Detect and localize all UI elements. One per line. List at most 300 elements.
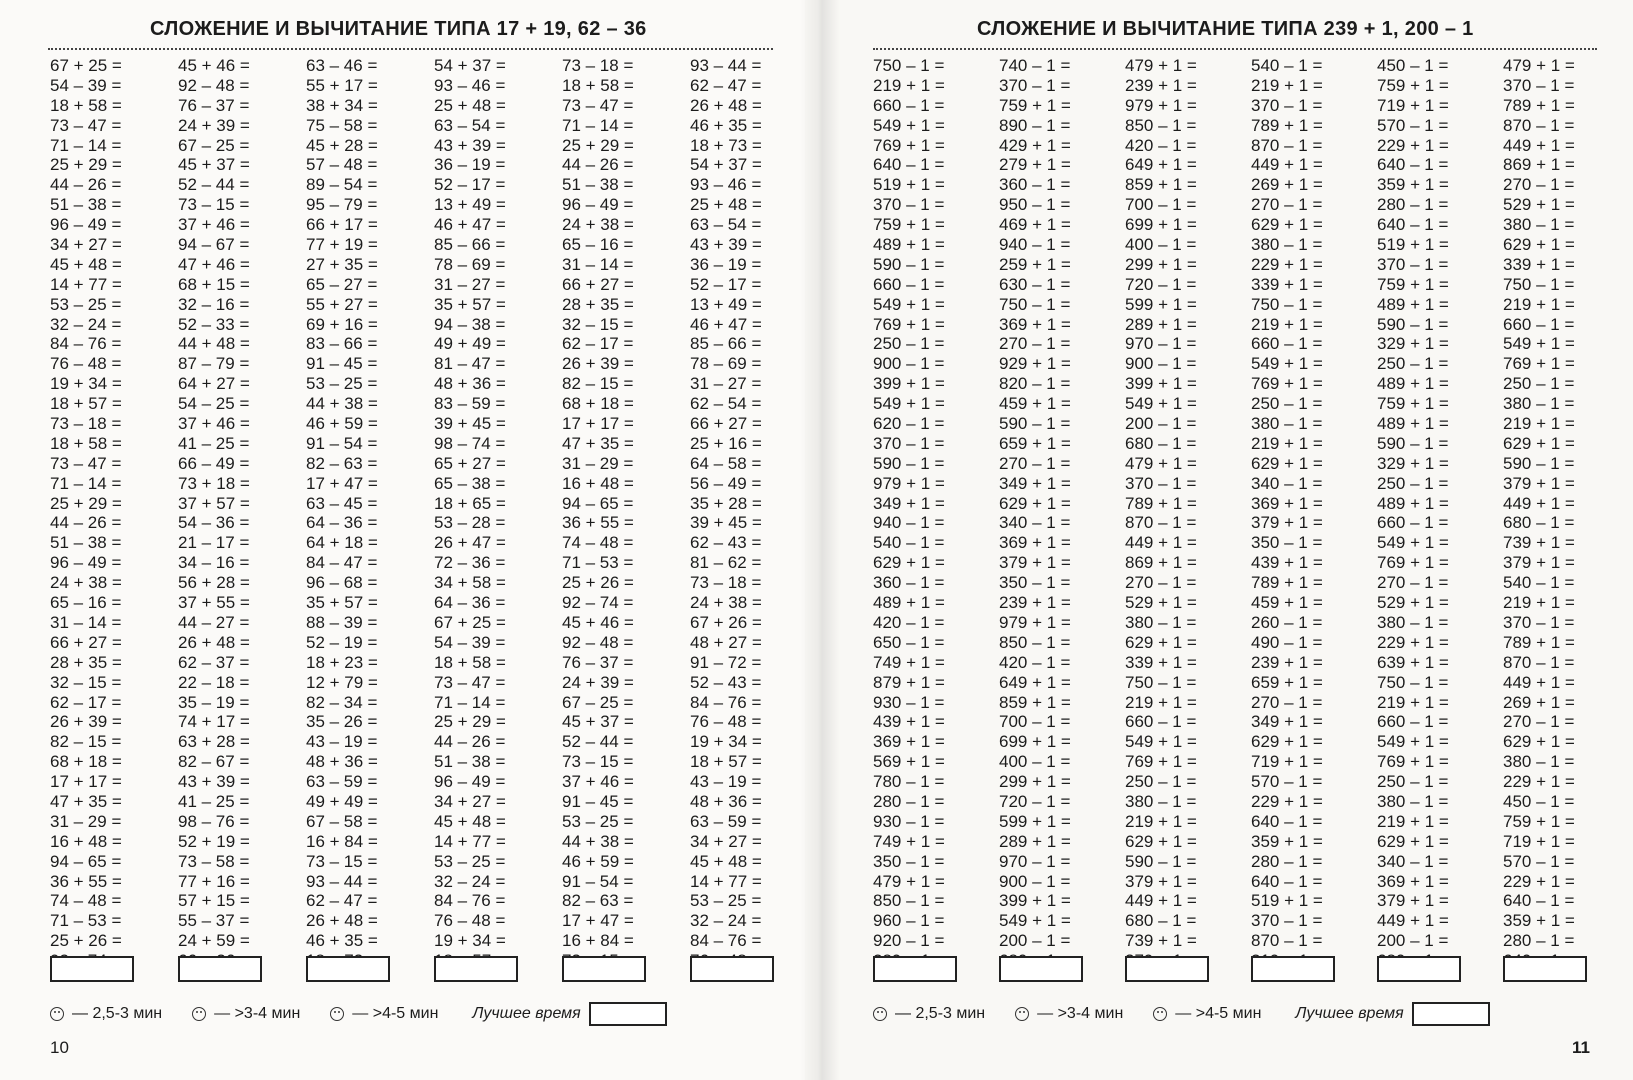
exercise: 570 – 1 =: [1377, 115, 1449, 135]
exercise: 84 – 76 =: [690, 692, 762, 712]
exercise: 870 – 1 =: [1503, 115, 1575, 135]
exercise: 660 – 1 =: [1251, 334, 1323, 354]
legend-item: — >4-5 мин: [1153, 1005, 1261, 1023]
exercise: 18 + 58 =: [50, 95, 122, 115]
exercise-column: [50, 56, 178, 971]
exercise: 52 – 43 =: [690, 672, 762, 692]
exercise: 960 – 1 =: [873, 911, 945, 931]
exercise: 380 – 1 =: [1377, 791, 1449, 811]
exercise: 489 + 1 =: [1377, 493, 1449, 513]
exercise: 73 – 47 =: [434, 672, 506, 692]
exercise: 269 + 1 =: [1251, 175, 1323, 195]
exercise: 640 – 1 =: [1377, 215, 1449, 235]
exercise: 24 + 59 =: [178, 931, 250, 951]
exercise: 37 + 57 =: [178, 493, 250, 513]
exercise: 71 – 53 =: [50, 911, 122, 931]
exercise: 78 – 69 =: [690, 354, 762, 374]
exercise: 229 + 1 =: [1251, 254, 1323, 274]
exercise: 339 + 1 =: [1503, 254, 1575, 274]
exercise: 84 – 76 =: [434, 891, 506, 911]
legend-item: — 2,5-3 мин: [873, 1005, 985, 1023]
exercise: 92 – 74 =: [562, 593, 634, 613]
exercise: 96 – 68 =: [306, 573, 378, 593]
left-page: [0, 0, 805, 1080]
time-answer-box[interactable]: [999, 956, 1083, 982]
exercise: 12 + 79 =: [306, 672, 378, 692]
exercise: 399 + 1 =: [873, 374, 945, 394]
exercise: 81 – 62 =: [690, 553, 762, 573]
exercise: 680 – 1 =: [1503, 513, 1575, 533]
exercise: 73 – 18 =: [50, 414, 122, 434]
exercise: 549 + 1 =: [1251, 354, 1323, 374]
exercise: 380 – 1 =: [1377, 612, 1449, 632]
exercise: 17 + 47 =: [306, 473, 378, 493]
exercise: 51 – 38 =: [50, 533, 122, 553]
exercise: 280 – 1 =: [873, 791, 945, 811]
exercise: 52 – 44 =: [178, 175, 250, 195]
exercise: 78 – 69 =: [434, 254, 506, 274]
exercise: 94 – 67 =: [178, 235, 250, 255]
exercise: 43 + 39 =: [178, 772, 250, 792]
time-answer-box[interactable]: [306, 956, 390, 982]
exercise: 590 – 1 =: [873, 254, 945, 274]
exercise: 350 – 1 =: [1251, 533, 1323, 553]
exercise: 37 + 55 =: [178, 593, 250, 613]
exercise: 28 + 35 =: [50, 652, 122, 672]
exercise: 44 – 26 =: [50, 175, 122, 195]
exercise: 63 – 54 =: [690, 215, 762, 235]
exercise: 329 + 1 =: [1377, 334, 1449, 354]
exercise: 71 – 14 =: [50, 135, 122, 155]
exercise: 96 – 49 =: [562, 195, 634, 215]
exercise: 380 – 1 =: [1503, 215, 1575, 235]
exercise: 44 – 26 =: [50, 513, 122, 533]
dotted-divider: [873, 48, 1597, 50]
exercise: 529 + 1 =: [1377, 593, 1449, 613]
exercise: 73 – 18 =: [562, 56, 634, 75]
exercise: 789 + 1 =: [1251, 573, 1323, 593]
exercise: 859 + 1 =: [999, 692, 1071, 712]
exercise: 789 + 1 =: [1125, 493, 1197, 513]
exercise: 620 – 1 =: [873, 414, 945, 434]
exercise: 76 – 37 =: [562, 652, 634, 672]
exercise: 459 + 1 =: [999, 394, 1071, 414]
exercise: 82 – 63 =: [562, 891, 634, 911]
exercise: 94 – 65 =: [50, 851, 122, 871]
time-answer-box[interactable]: [1251, 956, 1335, 982]
exercise: 41 – 25 =: [178, 433, 250, 453]
exercise: 630 – 1 =: [999, 274, 1071, 294]
exercise: 930 – 1 =: [873, 692, 945, 712]
exercise: 25 + 29 =: [50, 155, 122, 175]
exercise: 16 + 48 =: [50, 831, 122, 851]
exercise: 54 + 37 =: [690, 155, 762, 175]
exercise: 660 – 1 =: [873, 274, 945, 294]
exercise: 91 – 72 =: [690, 652, 762, 672]
exercise: 219 + 1 =: [1125, 811, 1197, 831]
exercise: 769 + 1 =: [1377, 752, 1449, 772]
exercise: 18 + 57 =: [690, 752, 762, 772]
exercise: 31 – 27 =: [690, 374, 762, 394]
exercise: 31 – 14 =: [50, 612, 122, 632]
exercise: 200 – 1 =: [1377, 931, 1449, 951]
exercise: 96 – 49 =: [50, 553, 122, 573]
exercise: 73 – 15 =: [178, 195, 250, 215]
exercise: 549 + 1 =: [1125, 394, 1197, 414]
exercise: 459 + 1 =: [1251, 593, 1323, 613]
exercise: 49 + 49 =: [434, 334, 506, 354]
time-answer-box[interactable]: [1377, 956, 1461, 982]
exercise: 54 – 25 =: [178, 394, 250, 414]
answer-time-boxes: [50, 956, 818, 982]
exercise: 379 + 1 =: [1377, 891, 1449, 911]
exercise: 76 – 48 =: [434, 911, 506, 931]
exercise: 51 – 38 =: [562, 175, 634, 195]
exercise: 369 + 1 =: [999, 533, 1071, 553]
exercise: 55 + 17 =: [306, 75, 378, 95]
exercise: 19 + 34 =: [690, 732, 762, 752]
exercise: 270 – 1 =: [1503, 712, 1575, 732]
exercise: 34 + 27 =: [690, 831, 762, 851]
exercise: 769 + 1 =: [873, 135, 945, 155]
exercise: 69 + 16 =: [306, 314, 378, 334]
exercise: 750 – 1 =: [873, 56, 945, 75]
exercise: 21 – 17 =: [178, 533, 250, 553]
exercise: 95 – 79 =: [306, 195, 378, 215]
exercise: 45 + 28 =: [306, 135, 378, 155]
happy-face-icon: [50, 1007, 64, 1021]
exercise: 76 – 37 =: [178, 95, 250, 115]
exercise: 67 + 26 =: [690, 612, 762, 632]
exercise: 39 + 45 =: [690, 513, 762, 533]
exercise: 789 + 1 =: [1503, 95, 1575, 115]
exercise: 54 – 36 =: [178, 513, 250, 533]
exercise: 519 + 1 =: [1377, 235, 1449, 255]
exercise: 25 + 29 =: [434, 712, 506, 732]
exercise-column: [690, 56, 818, 971]
exercise: 35 – 19 =: [178, 692, 250, 712]
exercise: 83 – 59 =: [434, 394, 506, 414]
exercise: 65 – 16 =: [50, 593, 122, 613]
exercise: 399 + 1 =: [999, 891, 1071, 911]
time-answer-box[interactable]: [1125, 956, 1209, 982]
exercise: 46 + 35 =: [690, 115, 762, 135]
exercise: 14 + 77 =: [434, 831, 506, 851]
neutral-face-icon: [1015, 1007, 1029, 1021]
exercise: 479 + 1 =: [873, 871, 945, 891]
exercise: 77 + 19 =: [306, 235, 378, 255]
exercise: 18 + 58 =: [50, 433, 122, 453]
exercise: 19 + 34 =: [50, 374, 122, 394]
exercise: 739 + 1 =: [1125, 931, 1197, 951]
exercise: 399 + 1 =: [1125, 374, 1197, 394]
exercise-column: [1251, 56, 1377, 971]
exercise: 66 + 27 =: [690, 414, 762, 434]
exercise: 52 – 19 =: [306, 632, 378, 652]
exercise: 629 + 1 =: [1503, 433, 1575, 453]
exercise: 239 + 1 =: [999, 593, 1071, 613]
exercise: 870 – 1 =: [1125, 513, 1197, 533]
page-number: 10: [50, 1038, 69, 1057]
time-answer-box[interactable]: [873, 956, 957, 982]
exercise: 700 – 1 =: [999, 712, 1071, 732]
exercise: 65 – 38 =: [434, 473, 506, 493]
exercise: 229 + 1 =: [1377, 632, 1449, 652]
exercise: 82 – 67 =: [178, 752, 250, 772]
exercise: 52 + 19 =: [178, 831, 250, 851]
exercise: 450 – 1 =: [1503, 791, 1575, 811]
exercise: 769 + 1 =: [1503, 354, 1575, 374]
exercise: 380 – 1 =: [1503, 752, 1575, 772]
exercise: 649 + 1 =: [999, 672, 1071, 692]
exercise: 769 + 1 =: [1377, 553, 1449, 573]
exercise: 380 – 1 =: [1125, 612, 1197, 632]
exercise: 449 + 1 =: [1377, 911, 1449, 931]
exercise: 62 – 17 =: [50, 692, 122, 712]
exercise: 370 – 1 =: [1251, 95, 1323, 115]
exercise: 54 – 39 =: [50, 75, 122, 95]
exercise: 31 – 29 =: [562, 453, 634, 473]
exercise: 43 – 19 =: [306, 732, 378, 752]
exercise: 24 + 38 =: [690, 593, 762, 613]
exercise: 870 – 1 =: [1503, 652, 1575, 672]
exercise: 46 + 59 =: [562, 851, 634, 871]
exercise: 93 – 44 =: [690, 56, 762, 75]
exercise: 28 + 35 =: [562, 294, 634, 314]
exercise: 850 – 1 =: [1125, 115, 1197, 135]
exercise: 82 – 15 =: [50, 732, 122, 752]
exercise: 750 – 1 =: [999, 294, 1071, 314]
exercise: 71 – 14 =: [50, 473, 122, 493]
exercise-column: [999, 56, 1125, 971]
exercise: 250 – 1 =: [1251, 394, 1323, 414]
exercise: 280 – 1 =: [1503, 931, 1575, 951]
exercise: 53 – 25 =: [562, 811, 634, 831]
exercise: 519 + 1 =: [873, 175, 945, 195]
exercise: 73 – 18 =: [690, 573, 762, 593]
exercise: 91 – 54 =: [306, 433, 378, 453]
exercise-column: [1503, 56, 1629, 971]
best-time-box[interactable]: [589, 1002, 667, 1026]
exercise: 629 + 1 =: [1125, 831, 1197, 851]
exercise: 740 – 1 =: [999, 56, 1071, 75]
exercise: 62 – 47 =: [306, 891, 378, 911]
exercise: 94 – 38 =: [434, 314, 506, 334]
exercise: 660 – 1 =: [1377, 513, 1449, 533]
exercise: 19 + 34 =: [434, 931, 506, 951]
exercise: 549 + 1 =: [999, 911, 1071, 931]
exercise: 65 – 27 =: [306, 274, 378, 294]
exercise: 25 + 26 =: [562, 573, 634, 593]
exercise: 57 + 15 =: [178, 891, 250, 911]
best-time-box[interactable]: [1412, 1002, 1490, 1026]
exercise: 200 – 1 =: [1125, 414, 1197, 434]
exercise: 379 + 1 =: [1503, 553, 1575, 573]
exercise: 340 – 1 =: [999, 513, 1071, 533]
exercise: 250 – 1 =: [1377, 354, 1449, 374]
exercise: 219 + 1 =: [1251, 433, 1323, 453]
exercise: 73 – 58 =: [178, 851, 250, 871]
exercise: 98 – 76 =: [178, 811, 250, 831]
exercise: 43 – 19 =: [690, 772, 762, 792]
exercise: 680 – 1 =: [1125, 911, 1197, 931]
exercise: 329 + 1 =: [1377, 453, 1449, 473]
exercise: 970 – 1 =: [999, 851, 1071, 871]
exercise: 680 – 1 =: [1125, 433, 1197, 453]
exercise: 660 – 1 =: [1503, 314, 1575, 334]
exercise: 64 – 36 =: [306, 513, 378, 533]
exercise: 32 – 24 =: [50, 314, 122, 334]
exercise: 25 + 48 =: [434, 95, 506, 115]
exercise: 900 – 1 =: [999, 871, 1071, 891]
exercise: 68 + 18 =: [50, 752, 122, 772]
exercise: 629 + 1 =: [873, 553, 945, 573]
exercise: 37 + 46 =: [178, 215, 250, 235]
exercise: 84 – 76 =: [690, 931, 762, 951]
exercise: 700 – 1 =: [1125, 195, 1197, 215]
page-title: СЛОЖЕНИЕ И ВЫЧИТАНИЕ ТИПА 239 + 1, 200 – 1: [977, 18, 1474, 40]
exercise: 940 – 1 =: [999, 235, 1071, 255]
exercise: 640 – 1 =: [1503, 891, 1575, 911]
exercise: 91 – 54 =: [562, 871, 634, 891]
exercise: 39 + 45 =: [434, 414, 506, 434]
exercise: 549 + 1 =: [873, 115, 945, 135]
exercise-column: [306, 56, 434, 971]
page-number: 11: [1572, 1038, 1590, 1057]
exercise: 590 – 1 =: [999, 414, 1071, 434]
exercise: 81 – 47 =: [434, 354, 506, 374]
exercise: 529 + 1 =: [1125, 593, 1197, 613]
exercise: 47 + 35 =: [562, 433, 634, 453]
exercise: 759 + 1 =: [1377, 394, 1449, 414]
time-answer-box[interactable]: [690, 956, 774, 982]
exercise: 789 + 1 =: [1251, 115, 1323, 135]
exercise: 280 – 1 =: [1377, 195, 1449, 215]
exercise: 44 – 26 =: [434, 732, 506, 752]
best-time-label: Лучшее время: [472, 1005, 581, 1022]
exercise: 370 – 1 =: [1377, 254, 1449, 274]
exercise: 22 – 18 =: [178, 672, 250, 692]
exercise: 91 – 45 =: [306, 354, 378, 374]
exercise: 57 – 48 =: [306, 155, 378, 175]
exercise: 219 + 1 =: [1377, 692, 1449, 712]
exercise: 270 – 1 =: [1503, 175, 1575, 195]
exercise: 229 + 1 =: [1251, 791, 1323, 811]
exercise: 53 – 25 =: [690, 891, 762, 911]
exercise: 26 + 39 =: [562, 354, 634, 374]
time-answer-box[interactable]: [178, 956, 262, 982]
exercise: 76 – 48 =: [50, 354, 122, 374]
exercise: 659 + 1 =: [999, 433, 1071, 453]
time-answer-box[interactable]: [1503, 956, 1587, 982]
exercise: 429 + 1 =: [999, 135, 1071, 155]
exercise: 63 – 46 =: [306, 56, 378, 75]
exercise: 629 + 1 =: [1251, 215, 1323, 235]
time-legend: [50, 1002, 667, 1026]
exercise-column: [1125, 56, 1251, 971]
exercise: 629 + 1 =: [1251, 732, 1323, 752]
time-answer-box[interactable]: [434, 956, 518, 982]
time-answer-box[interactable]: [562, 956, 646, 982]
exercise: 74 – 48 =: [50, 891, 122, 911]
exercise: 16 + 84 =: [306, 831, 378, 851]
exercise: 24 + 38 =: [562, 215, 634, 235]
exercise: 339 + 1 =: [1125, 652, 1197, 672]
exercise: 36 – 19 =: [434, 155, 506, 175]
exercise: 63 + 28 =: [178, 732, 250, 752]
exercise: 89 – 54 =: [306, 175, 378, 195]
exercise: 750 – 1 =: [1251, 294, 1323, 314]
exercise: 859 + 1 =: [1125, 175, 1197, 195]
exercise: 250 – 1 =: [1377, 473, 1449, 493]
exercise: 73 – 47 =: [50, 453, 122, 473]
exercise: 18 + 65 =: [434, 493, 506, 513]
exercise: 63 – 54 =: [434, 115, 506, 135]
time-answer-box[interactable]: [50, 956, 134, 982]
exercise: 489 + 1 =: [1377, 374, 1449, 394]
exercise: 420 – 1 =: [999, 652, 1071, 672]
exercise: 63 – 59 =: [690, 811, 762, 831]
exercise: 380 – 1 =: [1125, 791, 1197, 811]
exercise: 449 + 1 =: [1251, 155, 1323, 175]
exercise: 34 + 27 =: [50, 235, 122, 255]
exercise: 570 – 1 =: [1251, 772, 1323, 792]
exercise: 35 + 28 =: [690, 493, 762, 513]
exercise: 45 + 37 =: [562, 712, 634, 732]
exercise: 900 – 1 =: [1125, 354, 1197, 374]
exercise: 25 + 26 =: [50, 931, 122, 951]
exercise: 850 – 1 =: [873, 891, 945, 911]
answer-time-boxes: [873, 956, 1629, 982]
exercise: 67 – 58 =: [306, 811, 378, 831]
exercise: 48 + 36 =: [306, 752, 378, 772]
exercise: 549 + 1 =: [1125, 732, 1197, 752]
exercise: 540 – 1 =: [1251, 56, 1323, 75]
sad-face-icon: [1153, 1007, 1167, 1021]
exercise: 920 – 1 =: [873, 931, 945, 951]
exercise: 590 – 1 =: [873, 453, 945, 473]
exercise: 569 + 1 =: [873, 752, 945, 772]
exercise: 219 + 1 =: [873, 75, 945, 95]
exercise: 359 + 1 =: [1377, 175, 1449, 195]
exercise: 31 – 27 =: [434, 274, 506, 294]
exercise: 17 + 47 =: [562, 911, 634, 931]
exercise-column: [1377, 56, 1503, 971]
exercise: 68 + 15 =: [178, 274, 250, 294]
exercise: 73 + 18 =: [178, 473, 250, 493]
exercise: 73 – 47 =: [50, 115, 122, 135]
exercise: 75 – 58 =: [306, 115, 378, 135]
exercise: 48 + 36 =: [434, 374, 506, 394]
exercise: 469 + 1 =: [999, 215, 1071, 235]
exercise: 349 + 1 =: [873, 493, 945, 513]
exercise: 270 – 1 =: [1251, 195, 1323, 215]
exercise: 370 – 1 =: [1503, 612, 1575, 632]
right-page: [805, 0, 1633, 1080]
exercise: 379 + 1 =: [1251, 513, 1323, 533]
exercise: 590 – 1 =: [1377, 433, 1449, 453]
exercise: 18 + 58 =: [434, 652, 506, 672]
exercise: 629 + 1 =: [1503, 235, 1575, 255]
exercise: 229 + 1 =: [1503, 772, 1575, 792]
exercise: 370 – 1 =: [1251, 911, 1323, 931]
exercise: 24 + 39 =: [178, 115, 250, 135]
exercise: 25 + 29 =: [562, 135, 634, 155]
sad-face-icon: [330, 1007, 344, 1021]
exercise: 340 – 1 =: [1377, 851, 1449, 871]
exercise: 88 – 39 =: [306, 612, 378, 632]
exercise: 26 + 48 =: [178, 632, 250, 652]
